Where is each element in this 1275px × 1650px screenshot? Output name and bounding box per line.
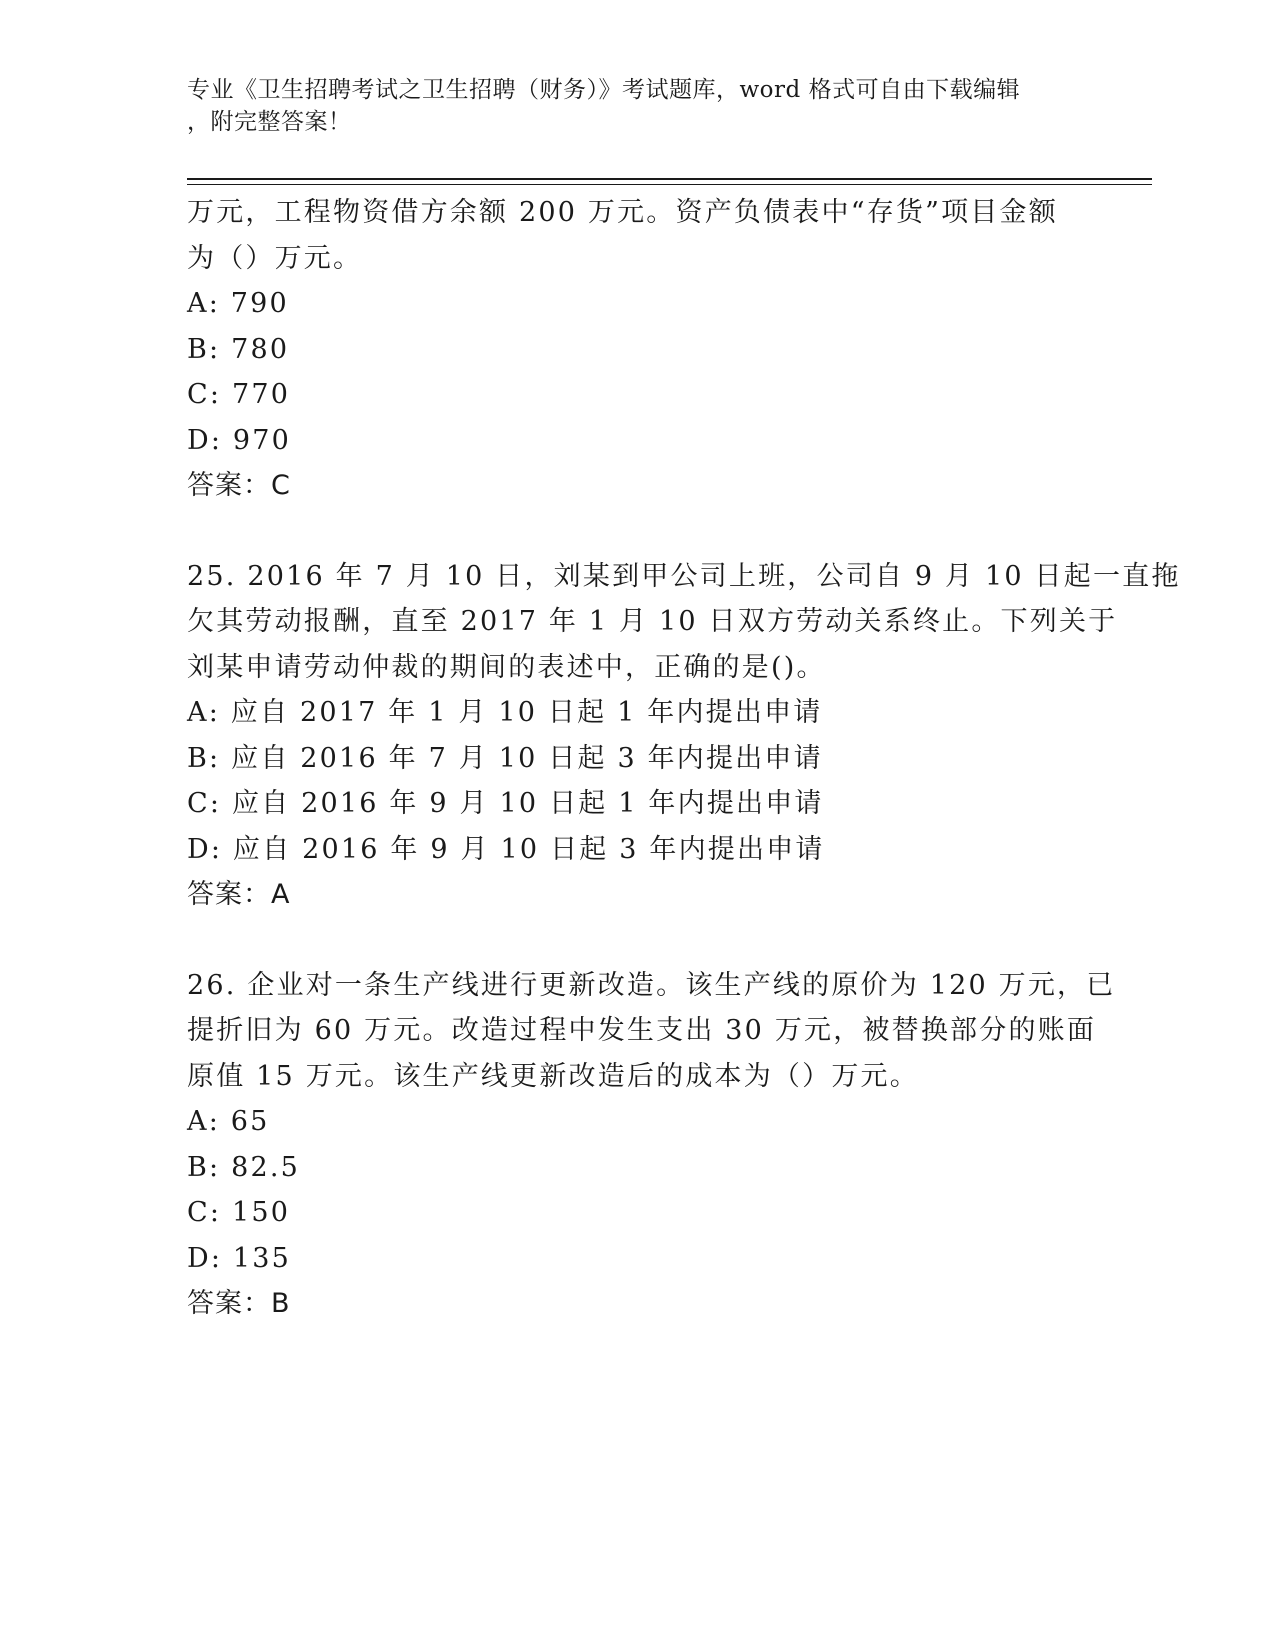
question-stem-line: 万元，工程物资借方余额 200 万元。资产负债表中“存货”项目金额 <box>187 197 1058 228</box>
option-d: D: 135 <box>187 1242 292 1274</box>
spacer <box>187 509 1087 554</box>
question-stem-line: 原值 15 万元。该生产线更新改造后的成本为（）万元。 <box>187 1060 919 1092</box>
question-stem-line: 26. 企业对一条生产线进行更新改造。该生产线的原价为 120 万元，已 <box>187 969 1116 1001</box>
answer-line: 答案：B <box>187 1288 291 1319</box>
question-stem-line: 提折旧为 60 万元。改造过程中发生支出 30 万元，被替换部分的账面 <box>187 1015 1097 1046</box>
answer-line: 答案：A <box>187 879 291 910</box>
option-d: D: 970 <box>187 424 292 456</box>
option-c: C: 150 <box>187 1197 291 1228</box>
question-stem-line: 为（）万元。 <box>187 242 363 274</box>
header-rule-thick <box>187 178 1152 180</box>
header-line-1: 专业《卫生招聘考试之卫生招聘（财务）》考试题库，word 格式可自由下载编辑 <box>187 77 1021 103</box>
header-rule-thin <box>187 184 1152 185</box>
option-b: B: 780 <box>187 333 290 365</box>
option-a: A: 65 <box>187 1106 270 1137</box>
option-d: D: 应自 2016 年 9 月 10 日起 3 年内提出申请 <box>187 833 825 865</box>
question-stem-line: 25. 2016 年 7 月 10 日，刘某到甲公司上班，公司自 9 月 10 日起一直拖 <box>187 560 1181 592</box>
question-block-26 <box>187 963 1116 1327</box>
option-b: B: 82.5 <box>187 1151 301 1183</box>
question-block-continued <box>187 190 1087 509</box>
question-block-25 <box>187 554 1181 918</box>
answer-line: 答案：C <box>187 470 291 501</box>
option-a: A: 应自 2017 年 1 月 10 日起 1 年内提出申请 <box>187 697 823 728</box>
header-line-2: ，附完整答案！ <box>187 109 352 135</box>
option-c: C: 应自 2016 年 9 月 10 日起 1 年内提出申请 <box>187 788 824 819</box>
document-body <box>187 190 1181 1327</box>
document-header <box>187 74 1067 138</box>
spacer <box>187 918 1087 963</box>
option-b: B: 应自 2016 年 7 月 10 日起 3 年内提出申请 <box>187 742 823 774</box>
option-a: A: 790 <box>187 288 289 319</box>
question-stem-line: 刘某申请劳动仲裁的期间的表述中，正确的是()。 <box>187 651 826 683</box>
question-stem-line: 欠其劳动报酬，直至 2017 年 1 月 10 日双方劳动关系终止。下列关于 <box>187 606 1118 637</box>
option-c: C: 770 <box>187 379 291 410</box>
